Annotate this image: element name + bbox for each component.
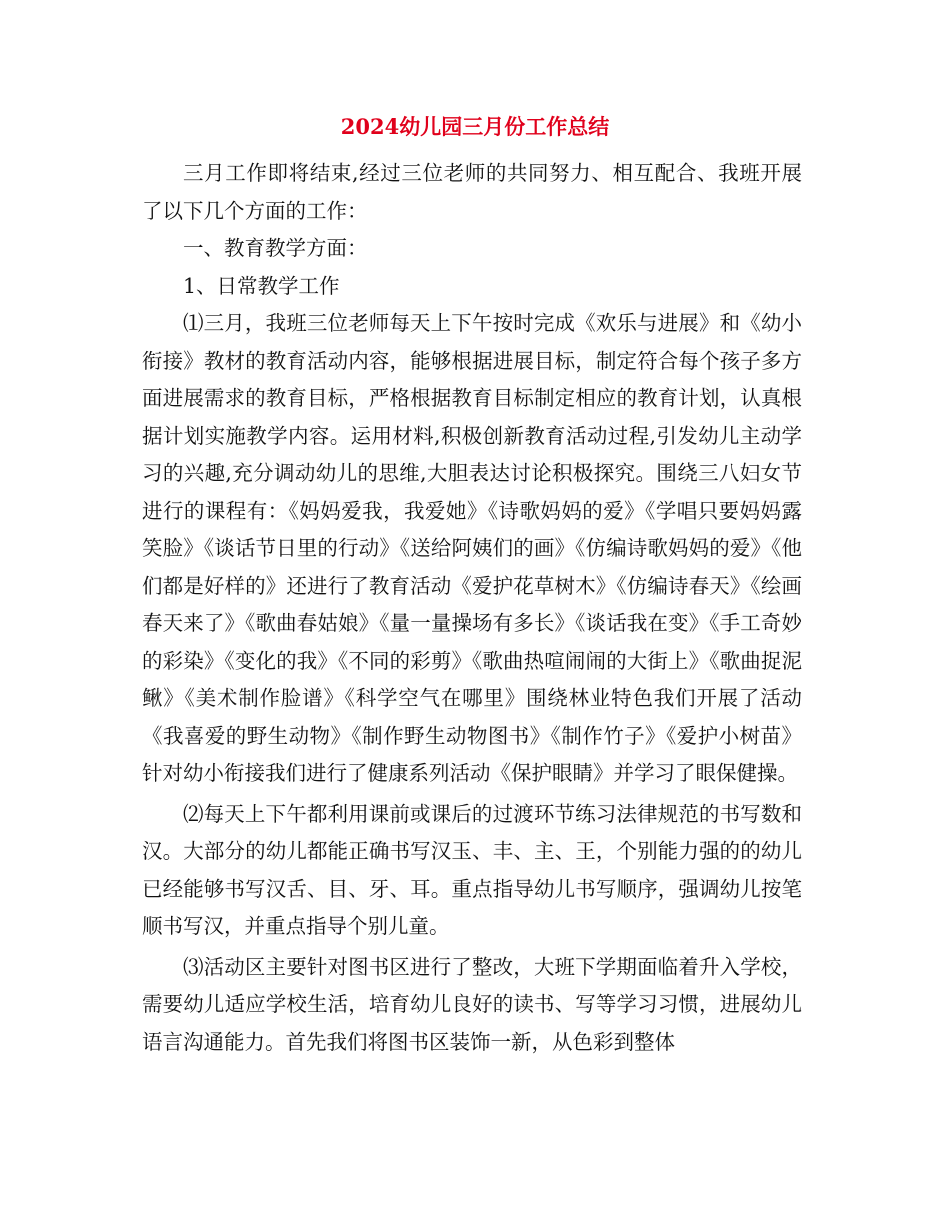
subsection-heading: 1、日常教学工作 <box>183 273 340 298</box>
body-paragraph: ⑴三月，我班三位老师每天上下午按时完成《欢乐与进展》和《幼小衔接》教材的教育活动内容，能够根据进展目标，制定符合每个孩子多方面进展需求的教育目标，严格根据教育目标制定相应的教育计划，认真根据计划实施教学内容。运用材料,积极创新教育活动过程,引发幼儿主动学习的兴趣,充分调动幼儿的思维,大胆表达讨论积极探究。围绕三八妇女节进行的课程有：《妈妈爱我，我爱她》《诗歌妈妈的爱》《学唱只要妈妈露笑脸》《谈话节日里的行动》《送给阿姨们的画》《仿编诗歌妈妈的爱》《他们都是好样的》还进行了教育活动《爱护花草树木》《仿编诗春天》《绘画春天来了》《歌曲春姑娘》《量一量操场有多长》《谈话我在变》《手工奇妙的彩染》《变化的我》《不同的彩剪》《歌曲热喧闹闹的大街上》《歌曲捉泥鳅》《美术制作脸谱》《科学空气在哪里》围绕林业特色我们开展了活动《我喜爱的野生动物》《制作野生动物图书》《制作竹子》《爱护小树苗》针对幼小衔接我们进行了健康系列活动《保护眼睛》并学习了眼保健操。 <box>142 311 802 785</box>
intro-paragraph: 三月工作即将结束,经过三位老师的共同努力、相互配合、我班开展了以下几个方面的工作： <box>142 161 802 223</box>
body-paragraph: ⑶活动区主要针对图书区进行了整改，大班下学期面临着升入学校，需要幼儿适应学校生活，培育幼儿良好的读书、写等学习习惯，进展幼儿语言沟通能力。首先我们将图书区装饰一新，从色彩到整体 <box>142 954 802 1054</box>
section-heading: 一、教育教学方面： <box>183 236 368 260</box>
document-body <box>142 155 802 1061</box>
document-title: 2024幼儿园三月份工作总结 <box>340 114 610 139</box>
body-paragraph: ⑵每天上下午都利用课前或课后的过渡环节练习法律规范的书写数和汉。大部分的幼儿都能正确书写汉玉、丰、主、王，个别能力强的的幼儿已经能够书写汉舌、目、牙、耳。重点指导幼儿书写顺序，强调幼儿按笔顺书写汉，并重点指导个别儿童。 <box>142 801 802 938</box>
